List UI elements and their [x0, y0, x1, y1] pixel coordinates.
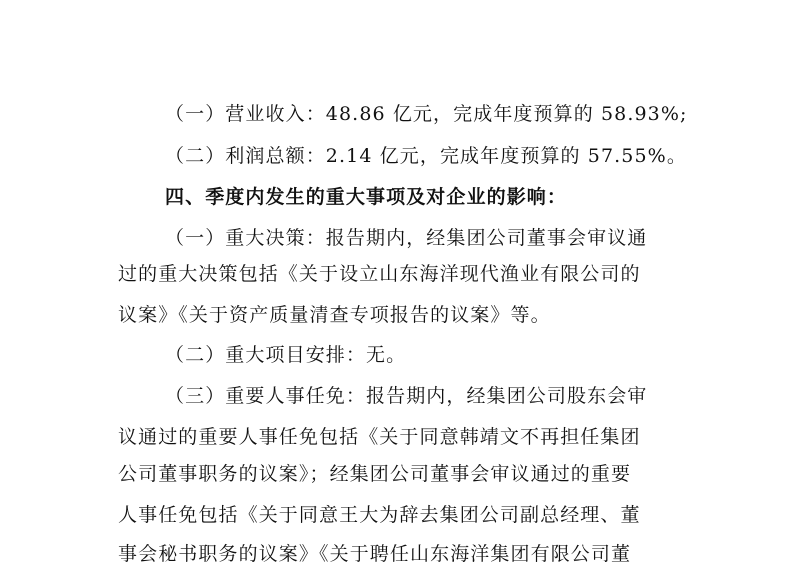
revenue-line: （一）营业收入：48.86 亿元，完成年度预算的 58.93%; [165, 103, 688, 125]
personnel-line-3: 公司董事职务的议案》；经集团公司董事会审议通过的重要 [118, 463, 632, 485]
personnel-line-4: 人事任免包括《关于同意王大为辞去集团公司副总经理、董 [118, 504, 641, 526]
personnel-line-5: 事会秘书职务的议案》《关于聘任山东海洋集团有限公司董 [118, 543, 632, 565]
personnel-line-2: 议通过的重要人事任免包括《关于同意韩靖文不再担任集团 [118, 426, 641, 448]
major-decision-line-1: （一）重大决策：报告期内，经集团公司董事会审议通 [165, 227, 648, 249]
profit-line: （二）利润总额：2.14 亿元，完成年度预算的 57.55%。 [165, 145, 687, 167]
major-decision-line-3: 议案》《关于资产质量清查专项报告的议案》等。 [118, 304, 551, 326]
major-project-line: （二）重大项目安排：无。 [165, 344, 407, 366]
personnel-line-1: （三）重要人事任免：报告期内，经集团公司股东会审 [165, 385, 648, 407]
major-decision-line-2: 过的重大决策包括《关于设立山东海洋现代渔业有限公司的 [118, 263, 641, 285]
section-heading: 四、季度内发生的重大事项及对企业的影响： [165, 186, 568, 208]
